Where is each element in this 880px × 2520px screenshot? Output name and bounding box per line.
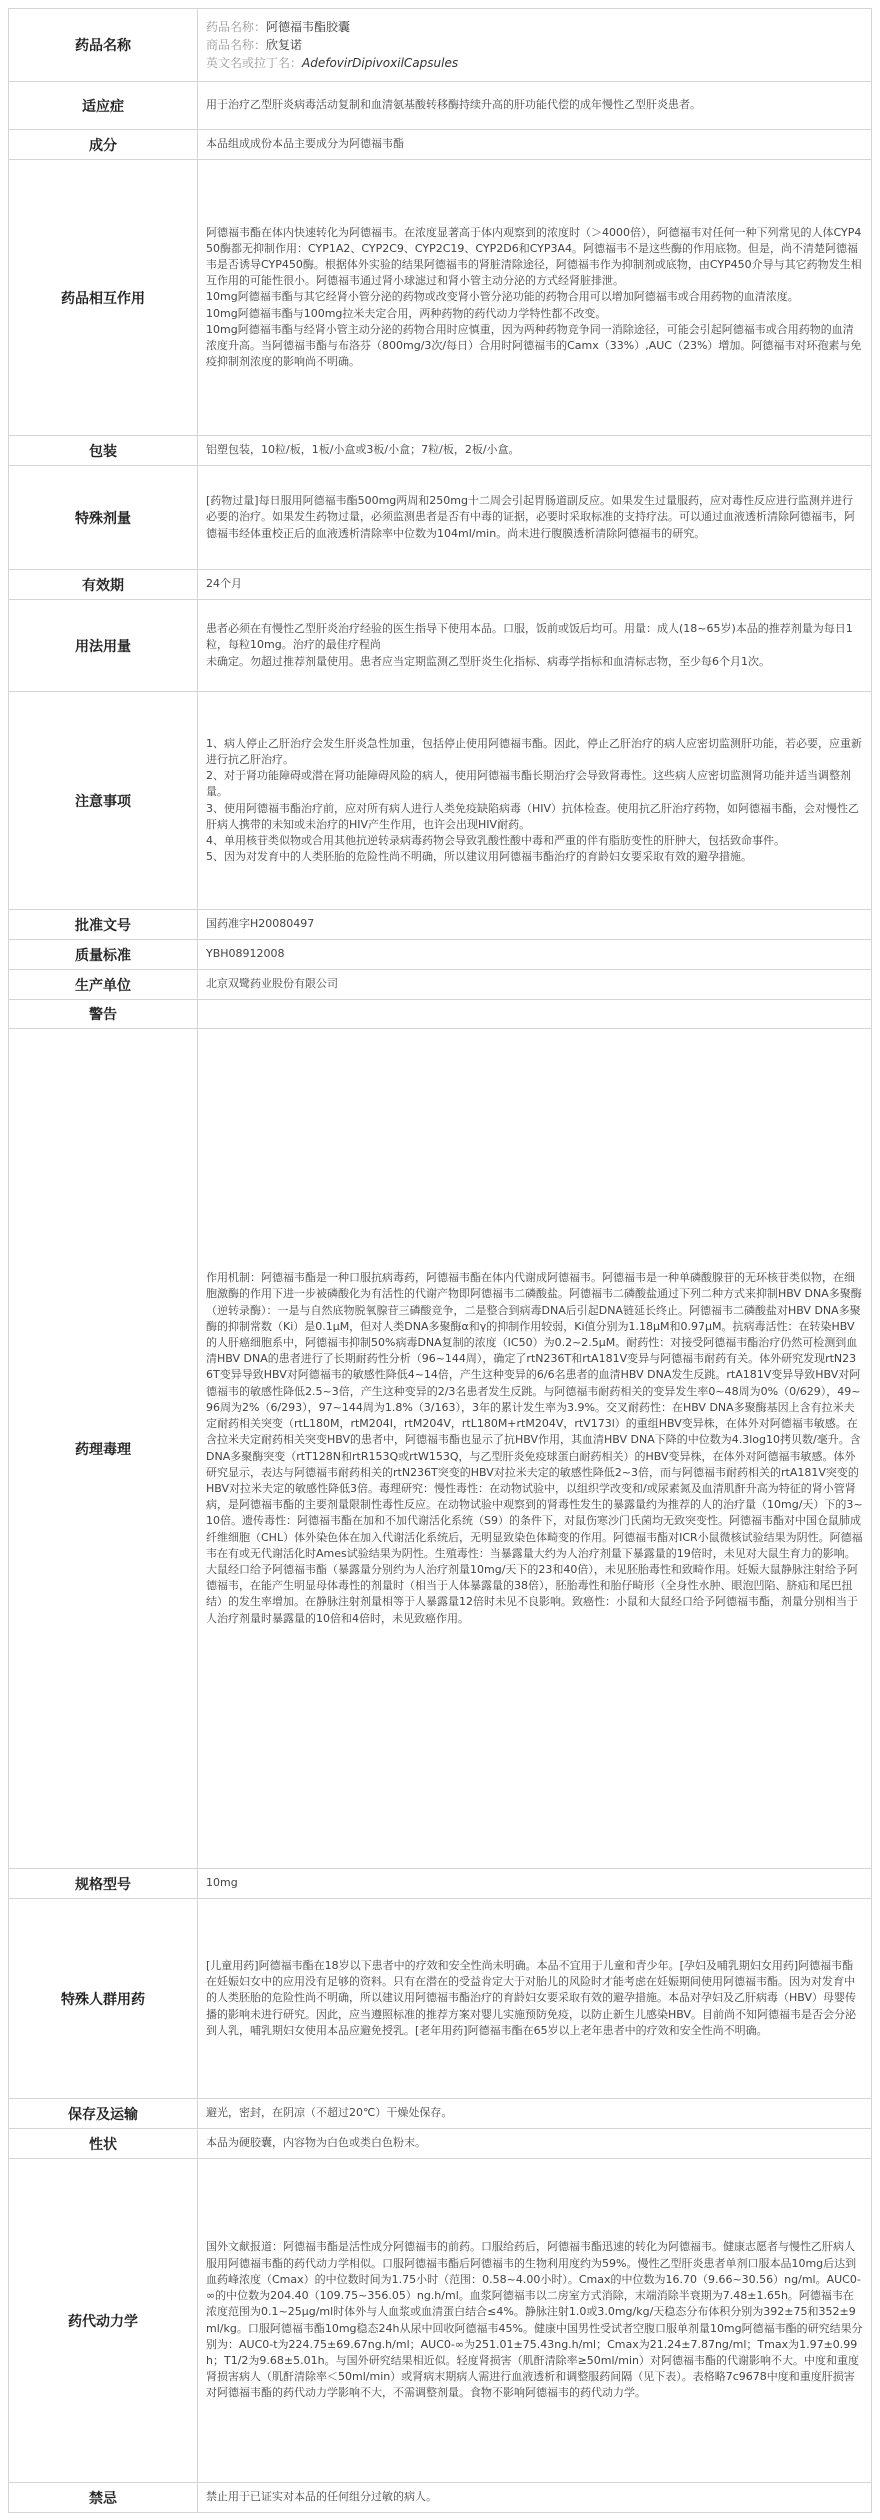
row-warning — [9, 1000, 872, 1029]
row-indication — [9, 82, 872, 130]
label-special-groups: 特殊人群用药 — [9, 1899, 198, 2099]
interaction-para-1: 阿德福韦酯在体内快速转化为阿德福韦。在浓度显著高于体内观察到的浓度时（＞4000倍），阿德福韦对任何一种下列常见的人体CYP450酶都无抑制作用：CYP1A2、CYP2C9、CYP2C19、CYP2D6和CYP3A4。阿德福韦不是这些酶的作用底物。但是，尚不清楚阿德福韦是否诱导CYP450酶。根据体外实验的结果阿德福韦的肾脏清除途径，阿德福韦作为抑制剂或底物，由CYP450介导与其它药物发生相互作用的可能性很小。阿德福韦通过肾小球滤过和肾小管主动分泌的方式经肾脏排泄。 — [206, 225, 862, 288]
row-spec — [9, 1869, 872, 1899]
label-special-dose: 特殊剂量 — [9, 466, 198, 570]
value-special-groups: [儿童用药]阿德福韦酯在18岁以下患者中的疗效和安全性尚未明确。本品不宜用于儿童和青少年。[孕妇及哺乳期妇女用药]阿德福韦酯在妊娠妇女中的应用没有足够的资料。只有在潜在的受益肯定大于对胎儿的风险时才能考虑在妊娠期间使用阿德福韦酯。因为对发育中的人类胚胎的危险性尚不明确，所以建议用阿德福韦酯治疗的育龄妇女要采取有效的避孕措施。本品对孕妇及乙肝病毒（HBV）母婴传播的影响未进行研究。因此，应当遵照标准的推荐方案对婴儿实施预防免疫，以防止新生儿感染HBV。目前尚不知阿德福韦是否会分泌到人乳，哺乳期妇女使用本品应避免授乳。[老年用药]阿德福韦酯在65岁以上老年患者中的疗效和安全性尚不明确。 — [198, 1899, 872, 2099]
label-composition: 成分 — [9, 130, 198, 160]
row-interaction — [9, 160, 872, 436]
label-storage: 保存及运输 — [9, 2099, 198, 2129]
usage-para-2: 未确定。勿超过推荐剂量使用。患者应当定期监测乙型肝炎生化指标、病毒学指标和血清标志物，至少每6个月1次。 — [206, 654, 770, 668]
value-precautions — [198, 692, 872, 910]
precaution-item-4: 4、单用核苷类似物或合用其他抗逆转录病毒药物会导致乳酸性酸中毒和严重的伴有脂肪变性的肝肿大，包括致命事件。 — [206, 833, 785, 847]
label-properties: 性状 — [9, 2129, 198, 2159]
trade-name-value: 欣复诺 — [266, 38, 303, 52]
english-name-value: AdefovirDipivoxilCapsules — [302, 56, 459, 70]
precaution-item-5: 5、因为对发育中的人类胚胎的危险性尚不明确，所以建议用阿德福韦酯治疗的育龄妇女要采取有效的避孕措施。 — [206, 850, 752, 864]
row-pk — [9, 2159, 872, 2483]
label-interaction: 药品相互作用 — [9, 160, 198, 436]
label-toxicology: 药理毒理 — [9, 1029, 198, 1869]
value-composition: 本品组成成份本品主要成分为阿德福韦酯 — [198, 130, 872, 160]
row-drug-name — [9, 9, 872, 82]
row-composition — [9, 130, 872, 160]
label-standard: 质量标准 — [9, 940, 198, 970]
row-storage — [9, 2099, 872, 2129]
precaution-item-2: 2、对于肾功能障碍或潜在肾功能障碍风险的病人，使用阿德福韦酯长期治疗会导致肾毒性。这些病人应密切监测肾功能并适当调整剂量。 — [206, 769, 851, 799]
label-manufacturer: 生产单位 — [9, 970, 198, 1000]
drug-spec-table — [8, 8, 872, 2513]
row-approval — [9, 910, 872, 940]
label-drug-name: 药品名称 — [9, 9, 198, 82]
precaution-item-3: 3、使用阿德福韦酯治疗前，应对所有病人进行人类免疫缺陷病毒（HIV）抗体检查。使用抗乙肝治疗药物，如阿德福韦酯，会对慢性乙肝病人携带的未知或未治疗的HIV产生作用，也许会出现HIV耐药。 — [206, 801, 860, 831]
value-properties: 本品为硬胶囊，内容物为白色或类白色粉末。 — [198, 2129, 872, 2159]
generic-name-key: 药品名称： — [206, 20, 267, 34]
label-precautions: 注意事项 — [9, 692, 198, 910]
value-usage — [198, 600, 872, 692]
interaction-para-4: 10mg阿德福韦酯与经肾小管主动分泌的药物合用时应慎重，因为两种药物竞争同一消除途径，可能会引起阿德福韦或合用药物的血清浓度升高。当阿德福韦酯与布洛芬（800mg/3次/每日）合用时阿德福韦的Camx（33%）,AUC（23%）增加。阿德福韦对环孢素与免疫抑制剂浓度的影响尚不明确。 — [206, 322, 862, 369]
label-validity: 有效期 — [9, 570, 198, 600]
label-contraindication: 禁忌 — [9, 2483, 198, 2513]
value-interaction — [198, 160, 872, 436]
row-special-groups — [9, 1899, 872, 2099]
value-package: 铝塑包装，10粒/板，1板/小盒或3板/小盒；7粒/板，2板/小盒。 — [198, 436, 872, 466]
label-warning: 警告 — [9, 1000, 198, 1029]
generic-name-value: 阿德福韦酯胶囊 — [266, 20, 351, 34]
row-precautions — [9, 692, 872, 910]
value-indication: 用于治疗乙型肝炎病毒活动复制和血清氨基酸转移酶持续升高的肝功能代偿的成年慢性乙型肝炎患者。 — [198, 82, 872, 130]
label-indication: 适应症 — [9, 82, 198, 130]
label-pk: 药代动力学 — [9, 2159, 198, 2483]
interaction-para-3: 10mg阿德福韦酯与100mg拉米夫定合用，两种药物的药代动力学特性都不改变。 — [206, 306, 607, 320]
interaction-para-2: 10mg阿德福韦酯与其它经肾小管分泌的药物或改变肾小管分泌功能的药物合用可以增加阿德福韦或合用药物的血清浓度。 — [206, 290, 799, 304]
english-name-key: 英文名或拉丁名： — [206, 56, 303, 70]
label-package: 包装 — [9, 436, 198, 466]
value-special-dose: [药物过量]每日服用阿德福韦酯500mg两周和250mg十二周会引起胃肠道副反应。如果发生过量服药，应对毒性反应进行监测并进行必要的治疗。如果发生药物过量，必须监测患者是否有中毒的证据，必要时采取标准的支持疗法。可以通过血液透析清除阿德福韦，阿德福韦经体重校正后的血液透析清除率中位数为104ml/min。尚未进行腹膜透析清除阿德福韦的研究。 — [198, 466, 872, 570]
value-standard: YBH08912008 — [198, 940, 872, 970]
row-validity — [9, 570, 872, 600]
row-standard — [9, 940, 872, 970]
value-approval: 国药准字H20080497 — [198, 910, 872, 940]
row-toxicology — [9, 1029, 872, 1869]
trade-name-key: 商品名称： — [206, 38, 267, 52]
label-spec: 规格型号 — [9, 1869, 198, 1899]
row-package — [9, 436, 872, 466]
row-special-dose — [9, 466, 872, 570]
row-manufacturer — [9, 970, 872, 1000]
value-drug-name — [198, 9, 872, 82]
precaution-item-1: 1、病人停止乙肝治疗会发生肝炎急性加重，包括停止使用阿德福韦酯。因此，停止乙肝治疗的病人应密切监测肝功能，若必要，应重新进行抗乙肝治疗。 — [206, 736, 862, 766]
row-usage — [9, 600, 872, 692]
usage-para-1: 患者必须在有慢性乙型肝炎治疗经验的医生指导下使用本品。口服，饭前或饭后均可。用量：成人(18~65岁)本品的推荐剂量为每日1粒，每粒10mg。治疗的最佳疗程尚 — [206, 622, 853, 652]
value-storage: 避光，密封，在阴凉（不超过20℃）干燥处保存。 — [198, 2099, 872, 2129]
value-pk: 国外文献报道：阿德福韦酯是活性成分阿德福韦的前药。口服给药后，阿德福韦酯迅速的转化为阿德福韦。健康志愿者与慢性乙肝病人服用阿德福韦酯的药代动力学相似。口服阿德福韦酯后阿德福韦的生物利用度约为59%。慢性乙型肝炎患者单剂口服本品10mg后达到血药峰浓度（Cmax）的中位数时间为1.75小时（范围：0.58~4.00小时）。Cmax的中位数为16.70（9.66~30.56）ng/ml。AUC0-∞的中位数为204.40（109.75~356.05）ng.h/ml。血浆阿德福韦以二房室方式消除，末端消除半衰期为7.48±1.65h。阿德福韦在浓度范围为0.1~25μg/ml时体外与人血浆或血清蛋白结合≤4%。静脉注射1.0或3.0mg/kg/天稳态分布体积分别为392±75和352±9ml/kg。口服阿德福韦酯10mg稳态24h从尿中回收阿德福韦45%。健康中国男性受试者空腹口服单剂量10mg阿德福韦酯的研究结果分别为：AUC0-t为224.75±69.67ng.h/ml；AUC0-∞为251.01±75.43ng.h/ml；Cmax为21.24±7.87ng/ml；Tmax为1.97±0.99h；T1/2为9.68±5.01h。与国外研究结果相近似。轻度肾损害（肌酐清除率≥50ml/min）对阿德福韦酯的代谢影响不大。中度和重度肾损害病人（肌酐清除率＜50ml/min）或肾病末期病人需进行血液透析和调整服药间隔（见下表）。表格略7c9678中度和重度肝损害对阿德福韦酯的药代动力学影响不大，不需调整剂量。食物不影响阿德福韦的药代动力学。 — [198, 2159, 872, 2483]
value-spec: 10mg — [198, 1869, 872, 1899]
value-warning — [198, 1000, 872, 1029]
value-contraindication: 禁止用于已证实对本品的任何组分过敏的病人。 — [198, 2483, 872, 2513]
value-validity: 24个月 — [198, 570, 872, 600]
row-contraindication — [9, 2483, 872, 2513]
label-usage: 用法用量 — [9, 600, 198, 692]
label-approval: 批准文号 — [9, 910, 198, 940]
value-toxicology: 作用机制：阿德福韦酯是一种口服抗病毒药，阿德福韦酯在体内代谢成阿德福韦。阿德福韦是一种单磷酸腺苷的无环核苷类似物，在细胞激酶的作用下进一步被磷酸化为有活性的代谢产物即阿德福韦二磷酸盐。阿德福韦二磷酸盐通过下列二种方式来抑制HBV DNA多聚酶（逆转录酶）：一是与自然底物脱氧腺苷三磷酸竞争，二是整合到病毒DNA后引起DNA链延长终止。阿德福韦二磷酸盐对HBV DNA多聚酶的抑制常数（Ki）是0.1μM，但对人类DNA多聚酶α和γ的抑制作用较弱，Ki值分别为1.18μM和0.97μM。抗病毒活性：在转染HBV的人肝癌细胞系中，阿德福韦抑制50%病毒DNA复制的浓度（IC50）为0.2~2.5μM。耐药性：对接受阿德福韦酯治疗仍然可检测到血清HBV DNA的患者进行了长期耐药性分析（96~144周），确定了rtN236T和rtA181V变异与阿德福韦耐药有关。体外研究发现rtN236T变异导致HBV对阿德福韦的敏感性降低4~14倍，产生这种变异的6/6名患者的血清HBV DNA发生反跳。rtA181V变异导致HBV对阿德福韦的敏感性降低2.5~3倍，产生这种变异的2/3名患者发生反跳。与阿德福韦耐药相关的变异发生率0~48周为0%（0/629），49~96周为2%（6/293），97~144周为1.8%（3/163），3年的累计发生率为3.9%。交叉耐药性：在HBV DNA多聚酶基因上含有拉米夫定耐药相关突变（rtL180M，rtM204I，rtM204V，rtL180M+rtM204V，rtV173l）的重组HBV变异株，在体外对阿德福韦敏感。在含拉米夫定耐药相关突变HBV的患者中，阿德福韦酯也显示了抗HBV作用，其血清HBV DNA下降的中位数为4.3log10拷贝数/毫升。含DNA多聚酶突变（rtT128N和rtR153Q或rtW153Q，与乙型肝炎免疫球蛋白耐药相关）的HBV变异株，在体外对阿德福韦敏感。体外研究显示，表达与阿德福韦耐药相关的rtN236T突变的HBV对拉米夫定的敏感性降低2~3倍，而与阿德福韦耐药相关的rtA181V突变的HBV对拉米夫定的敏感性降低3倍。毒理研究：慢性毒性：在动物试验中，以组织学改变和/或尿素氮及血清肌酐升高为特征的肾小管肾病，是阿德福韦酯的主要剂量限制性毒性反应。在动物试验中观察到的肾毒性发生的暴露量约为推荐的人的治疗量（10mg/天）下的3~10倍。遗传毒性：阿德福韦酯在加和不加代谢活化系统（S9）的条件下，对鼠伤寒沙门氏菌均无致突变性。阿德福韦酯对中国仓鼠肺成纤维细胞（CHL）体外染色体在加入代谢活化系统后，无明显致染色体畸变的作用。阿德福韦酯对ICR小鼠微核试验结果为阴性。阿德福韦在有或无代谢活化时Ames试验结果为阴性。生殖毒性：当暴露量大约为人治疗剂量下暴露量的19倍时，未见对大鼠生育力的影响。大鼠经口给予阿德福韦酯（暴露量分别约为人治疗剂量10mg/天下的23和40倍），未见胚胎毒性和致畸作用。妊娠大鼠静脉注射给予阿德福韦，在能产生明显母体毒性的剂量时（相当于人体暴露量的38倍），胚胎毒性和胎仔畸形（全身性水肿、眼泡凹陷、脐疝和尾巴扭结）的发生率增加。在静脉注射剂量相等于人暴露量12倍时未见不良影响。致癌性：小鼠和大鼠经口给予阿德福韦酯，剂量分别相当于人治疗剂量时暴露量的10倍和4倍时，未见致癌作用。 — [198, 1029, 872, 1869]
value-manufacturer: 北京双鹭药业股份有限公司 — [198, 970, 872, 1000]
row-properties — [9, 2129, 872, 2159]
